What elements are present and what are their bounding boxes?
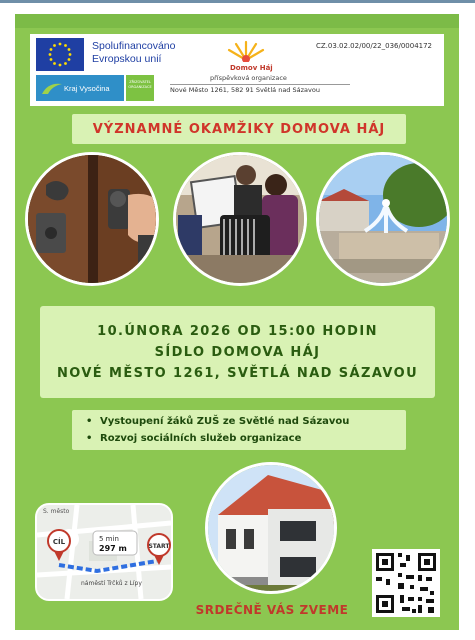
event-date-time: 10.ÚNORA 2026 OD 15:00 HODIN (97, 323, 378, 339)
header-logos (30, 34, 444, 106)
event-details-panel (40, 306, 435, 398)
route-map (35, 503, 173, 601)
photo-town-fountain (316, 152, 450, 286)
org-address: Nové Město 1261, 582 91 Světlá nad Sázavou (170, 86, 320, 94)
eu-flag-icon (36, 38, 84, 71)
eu-cofinancing-text (92, 40, 175, 66)
eu-line-2: Evropskou unií (92, 53, 162, 65)
map-end-label: START (148, 543, 170, 550)
kraj-vysocina-logo (36, 75, 124, 101)
org-name: Domov Háj (230, 64, 273, 72)
event-venue: SÍDLO DOMOVA HÁJ (154, 344, 321, 360)
list-item (86, 413, 398, 430)
map-distance: 297 m (99, 544, 127, 553)
eu-line-1: Spolufinancováno (92, 40, 176, 52)
kraj-logo-icon (40, 78, 64, 98)
map-street-top: S. město (43, 508, 70, 515)
bullet-icon: • (86, 416, 93, 427)
project-code: CZ.03.02.02/00/22_036/0004172 (316, 42, 433, 50)
kraj-label: Kraj Vysočina (64, 83, 110, 93)
qr-code-icon[interactable] (372, 549, 440, 617)
map-start-label: CÍL (52, 538, 66, 546)
org-type: příspěvková organizace (210, 74, 287, 82)
program-item-2: Rozvoj sociálních služeb organizace (100, 433, 302, 444)
event-address: NOVÉ MĚSTO 1261, SVĚTLÁ NAD SÁZAVOU (56, 365, 419, 381)
photo-domov-building (205, 462, 337, 594)
closing-invitation: SRDEČNĚ VÁS ZVEME (195, 603, 349, 617)
title-banner (72, 114, 406, 144)
program-list (72, 410, 406, 450)
page-title: VÝZNAMNÉ OKAMŽIKY DOMOVA HÁJ (92, 121, 386, 137)
domov-haj-sun-icon (224, 40, 268, 62)
map-street-bottom: náměstí Trčků z Lípy (81, 580, 142, 587)
header-divider (170, 84, 350, 85)
bullet-icon: • (86, 433, 93, 444)
photo-door-handle (25, 152, 159, 286)
kraj-founder-badge: ZŘIZOVATEL ORGANIZACE (126, 75, 154, 101)
program-item-1: Vystoupení žáků ZUŠ ze Světlé nad Sázavou (100, 416, 350, 427)
top-border (0, 0, 475, 3)
list-item (86, 430, 398, 447)
top-strip (15, 14, 459, 28)
photo-accordion-player (173, 152, 307, 286)
map-time: 5 min (99, 535, 119, 543)
